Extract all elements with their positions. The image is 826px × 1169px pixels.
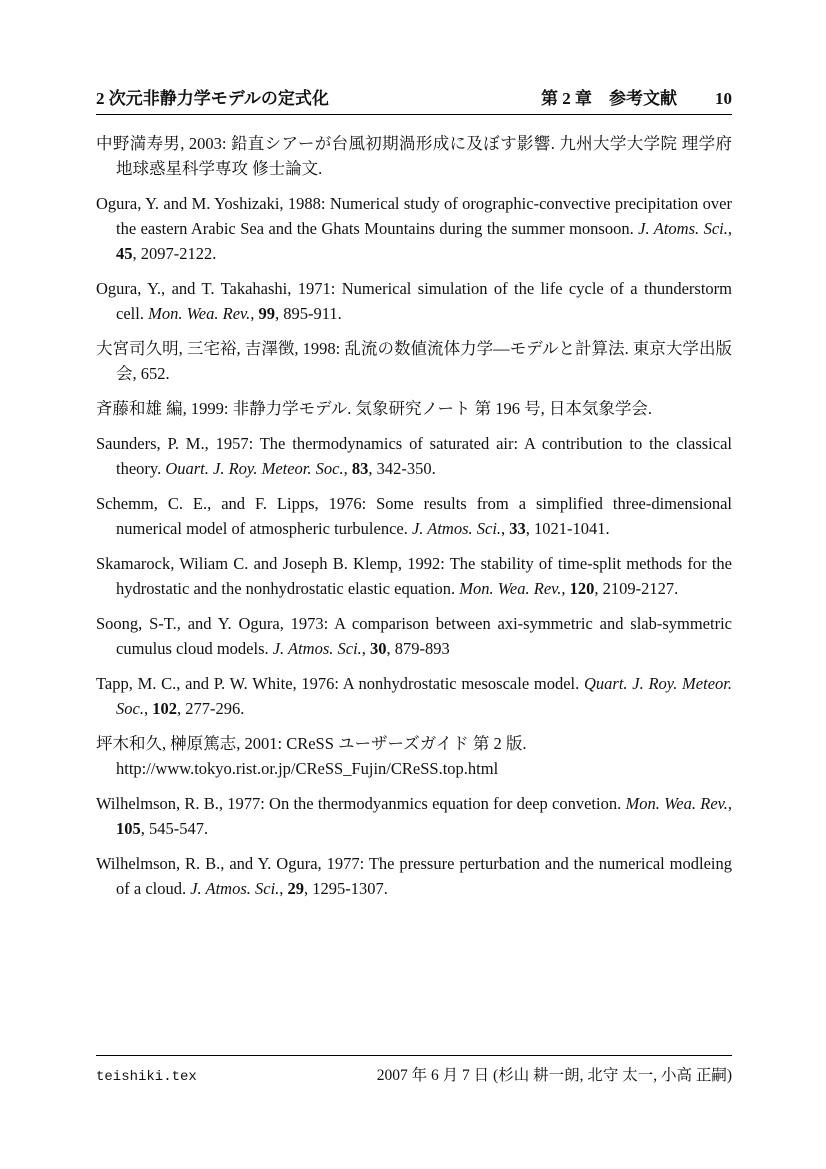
reference-text-run: J. Atmos. Sci.: [190, 879, 280, 898]
reference-text-run: ,: [727, 219, 732, 238]
reference-text-run: 29: [287, 879, 305, 898]
footer-date: 2007 年 6 月 7 日 (杉山 耕一朗, 北守 太一, 小高 正嗣): [376, 1067, 732, 1084]
reference-text-run: Mon. Wea. Rev.: [459, 579, 562, 598]
reference-text-run: 大宮司久明, 三宅裕, 吉澤徴, 1998: 乱流の数値流体力学—モデルと計算法. 東京大学出版会, 652.: [96, 339, 732, 383]
reference-text-run: 中野満寿男, 2003: 鉛直シアーが台風初期渦形成に及ぼす影響. 九州大学大学院 理学府 地球惑星科学専攻 修士論文.: [96, 134, 732, 178]
reference-entry: [96, 191, 732, 266]
reference-entry: [96, 276, 732, 326]
reference-text-run: ,: [501, 519, 510, 538]
reference-text-run: Saunders, P. M., 1957: The thermodynamics of saturated air: A contribution to the classical theory.: [96, 434, 732, 478]
reference-text-run: , 342-350.: [368, 459, 436, 478]
reference-text-run: ,: [727, 794, 732, 813]
reference-text-run: 102: [152, 699, 177, 718]
reference-text-run: 坪木和久, 榊原篤志, 2001: CReSS ユーザーズガイド 第 2 版.: [96, 734, 527, 753]
reference-text-run: 120: [569, 579, 595, 598]
reference-text-run: Tapp, M. C., and P. W. White, 1976: A nonhydrostatic mesoscale model.: [96, 674, 584, 693]
page-footer: [96, 1055, 732, 1085]
reference-text-run: http://www.tokyo.rist.or.jp/CReSS_Fujin/CReSS.top.html: [116, 759, 499, 778]
reference-entry: [96, 336, 732, 386]
reference-text-run: , 545-547.: [140, 819, 209, 838]
reference-text-run: , 2109-2127.: [594, 579, 679, 598]
reference-text-run: J. Atoms. Sci.: [638, 219, 728, 238]
reference-text-run: Soong, S-T., and Y. Ogura, 1973: A comparison between axi-symmetric and slab-symmetric cumulus cloud models.: [96, 614, 732, 658]
reference-entry: [96, 431, 732, 481]
reference-text-run: Ogura, Y., and T. Takahashi, 1971: Numerical simulation of the life cycle of a thunderstorm cell.: [96, 279, 732, 323]
reference-text-run: 99: [258, 304, 276, 323]
reference-text-run: ,: [561, 579, 570, 598]
reference-text-run: ,: [279, 879, 288, 898]
reference-text-run: , 277-296.: [176, 699, 245, 718]
reference-entry: [96, 851, 732, 901]
reference-text-run: , 879-893: [386, 639, 450, 658]
reference-text-run: J. Atmos. Sci.: [411, 519, 502, 538]
reference-entry: [96, 791, 732, 841]
reference-text-run: J. Atmos. Sci.: [272, 639, 362, 658]
header-section-title: 2 次元非静力学モデルの定式化: [96, 89, 329, 108]
reference-text-run: Schemm, C. E., and F. Lipps, 1976: Some results from a simplified three-dimensional numerical model of atmospheric turbulence.: [96, 494, 732, 538]
reference-text-run: Mon. Wea. Rev.: [625, 794, 728, 813]
reference-entry: [96, 611, 732, 661]
reference-text-run: , 1021-1041.: [525, 519, 610, 538]
header-page-number: 10: [715, 89, 732, 108]
reference-text-run: Ouart. J. Roy. Meteor. Soc.: [165, 459, 344, 478]
reference-entry: [96, 131, 732, 181]
reference-text-run: 105: [116, 819, 141, 838]
reference-text-run: ,: [343, 459, 352, 478]
reference-text-run: Skamarock, Wiliam C. and Joseph B. Klemp, 1992: The stability of time-split methods for the hydrostatic and the nonhydrostatic elastic equation.: [96, 554, 732, 598]
page-header: [96, 84, 732, 115]
header-chapter-title: 第 2 章 参考文献: [541, 89, 677, 108]
reference-text-run: 83: [351, 459, 369, 478]
reference-text-run: 33: [509, 519, 526, 538]
reference-text-run: Quart. J. Roy. Meteor. Soc.: [116, 674, 732, 718]
reference-entry: [96, 491, 732, 541]
reference-text-run: , 895-911.: [275, 304, 342, 323]
reference-entry: [96, 396, 732, 421]
reference-entry: [96, 671, 732, 721]
reference-entry: [96, 551, 732, 601]
reference-text-run: 30: [370, 639, 387, 658]
reference-text-run: ,: [250, 304, 259, 323]
reference-text-run: 斉藤和雄 編, 1999: 非静力学モデル. 気象研究ノート 第 196 号, 日本気象学会.: [96, 399, 653, 418]
reference-text-run: ,: [361, 639, 371, 658]
footer-filename: teishiki.tex: [96, 1069, 197, 1085]
reference-text-run: Wilhelmson, R. B., and Y. Ogura, 1977: The pressure perturbation and the numerical modleing of a cloud.: [96, 854, 732, 898]
header-right-group: [541, 84, 732, 109]
reference-text-run: Mon. Wea. Rev.: [148, 304, 251, 323]
reference-text-run: ,: [143, 699, 153, 718]
reference-text-run: Ogura, Y. and M. Yoshizaki, 1988: Numerical study of orographic-convective precipitation over the eastern Arabic Sea and the Ghats Mountains during the summer monsoon.: [96, 194, 732, 238]
header-row: [96, 84, 732, 115]
reference-text-run: 45: [116, 244, 133, 263]
reference-text-run: Wilhelmson, R. B., 1977: On the thermodyanmics equation for deep convetion.: [96, 794, 626, 813]
reference-entry: [96, 731, 732, 781]
references-list: [96, 131, 732, 911]
reference-text-run: , 2097-2122.: [132, 244, 217, 263]
reference-text-run: , 1295-1307.: [304, 879, 388, 898]
